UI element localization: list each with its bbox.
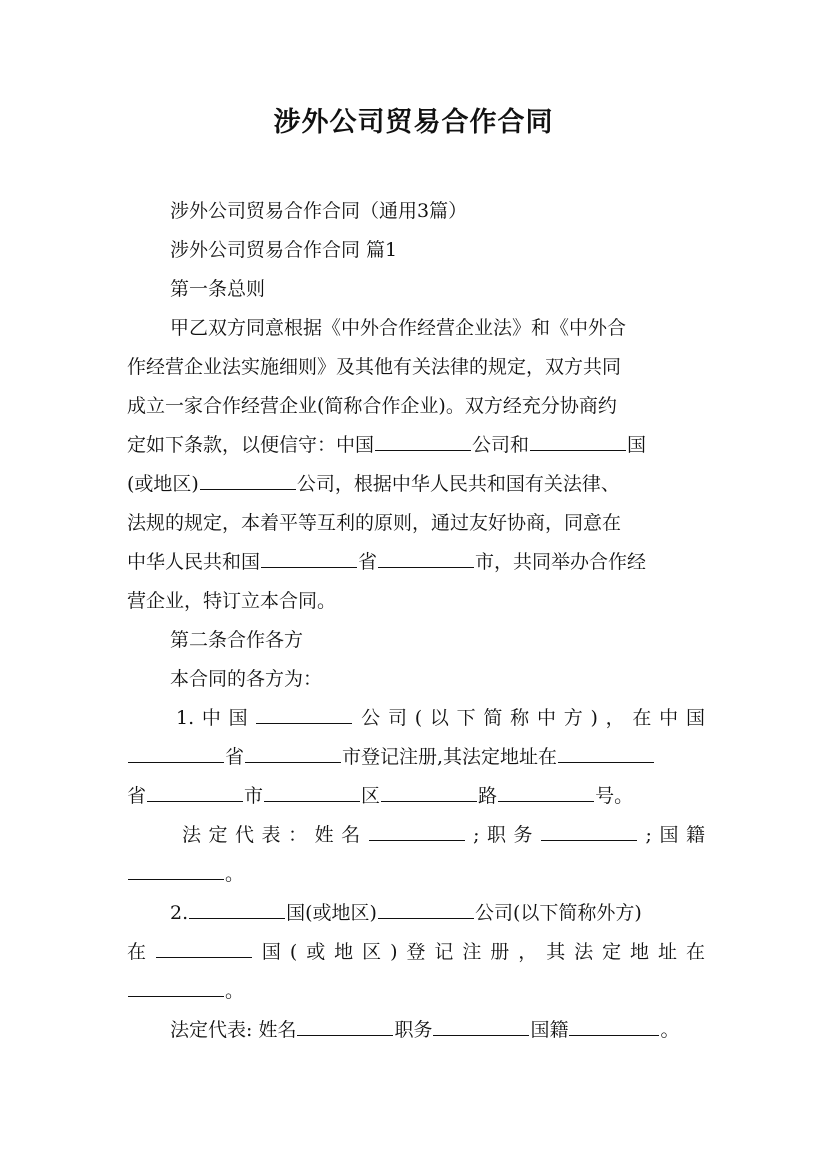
party1-token: 国 bbox=[228, 707, 248, 729]
fill-blank bbox=[378, 549, 474, 568]
para1-line4-text-a: 定如下条款，以便信守：中国 bbox=[127, 434, 375, 456]
fill-blank bbox=[541, 822, 637, 841]
party1-token: 中 bbox=[536, 707, 556, 729]
para1-line7 bbox=[127, 549, 705, 575]
party2-token: 区 bbox=[362, 941, 382, 963]
para1-line2: 作经营企业法实施细则》及其他有关法律的规定，双方共同 bbox=[127, 356, 622, 378]
party1-token: 定 bbox=[208, 824, 228, 846]
fill-blank bbox=[569, 1017, 659, 1036]
fill-blank bbox=[375, 432, 471, 451]
para1-line8: 营企业，特订立本合同。 bbox=[127, 590, 337, 612]
party2-rep-end: 。 bbox=[660, 1019, 680, 1041]
party1-token: 号。 bbox=[595, 785, 634, 807]
party1-token: ： bbox=[288, 824, 308, 846]
para1-line7-text-c: 市，共同举办合作经 bbox=[475, 551, 647, 573]
party1-token: 务 bbox=[513, 824, 533, 846]
party2-line1-text-b: 国(或地区) bbox=[286, 902, 377, 924]
para1-line5-text-a: (或地区) bbox=[127, 473, 199, 495]
party2-token: 国 bbox=[261, 941, 281, 963]
party2-line1-text-c: 公司(以下简称外方) bbox=[474, 902, 642, 924]
party2-representative bbox=[170, 1017, 705, 1043]
party1-line1 bbox=[176, 705, 705, 731]
party1-token: ; bbox=[645, 824, 652, 846]
party1-token: 方 bbox=[563, 707, 583, 729]
party1-token: ; bbox=[473, 824, 480, 846]
party2-token: 在 bbox=[685, 941, 705, 963]
party1-token: 公 bbox=[361, 707, 381, 729]
party2-token: ， bbox=[518, 941, 538, 963]
fill-blank bbox=[297, 1017, 393, 1036]
article2-heading: 第二条合作各方 bbox=[170, 629, 304, 651]
party1-token: 简 bbox=[483, 707, 503, 729]
party1-token: 法 bbox=[182, 824, 202, 846]
party1-token: ) bbox=[590, 707, 598, 729]
fill-blank bbox=[558, 744, 654, 763]
fill-blank bbox=[128, 861, 224, 880]
party2-token: 法 bbox=[574, 941, 594, 963]
party1-token: 下 bbox=[456, 707, 476, 729]
part-heading: 涉外公司贸易合作合同 篇1 bbox=[170, 239, 398, 261]
para1-line4-text-b: 公司和 bbox=[472, 434, 530, 456]
party1-token: ( bbox=[414, 707, 423, 729]
party1-token: 1. bbox=[176, 707, 195, 729]
party1-token: 称 bbox=[510, 707, 530, 729]
party1-token: 姓 bbox=[314, 824, 334, 846]
party1-token: 代 bbox=[235, 824, 255, 846]
fill-blank bbox=[433, 1017, 529, 1036]
fill-blank bbox=[156, 939, 252, 958]
article1-heading: 第一条总则 bbox=[170, 278, 266, 300]
fill-blank bbox=[381, 783, 477, 802]
party1-rep-end: 。 bbox=[225, 863, 245, 885]
party2-token: 注 bbox=[462, 941, 482, 963]
party2-token: 地 bbox=[630, 941, 650, 963]
parties-intro: 本合同的各方为： bbox=[170, 668, 323, 690]
party1-token: 籍 bbox=[685, 824, 705, 846]
party2-line1 bbox=[170, 900, 705, 926]
party2-line3-end: 。 bbox=[225, 980, 245, 1002]
para1-line4-text-c: 国 bbox=[627, 434, 647, 456]
party2-token: 册 bbox=[490, 941, 510, 963]
para1-line7-text-a: 中华人民共和国 bbox=[127, 551, 261, 573]
party1-token: ， bbox=[605, 707, 625, 729]
fill-blank bbox=[128, 978, 224, 997]
fill-blank bbox=[264, 783, 360, 802]
party1-token: 以 bbox=[429, 707, 449, 729]
fill-blank bbox=[147, 783, 243, 802]
party2-token: 其 bbox=[546, 941, 566, 963]
party1-token: 司 bbox=[387, 707, 407, 729]
para1-line7-text-b: 省 bbox=[358, 551, 378, 573]
party1-token: 在 bbox=[632, 707, 652, 729]
party2-rep-text-a: 法定代表: 姓名 bbox=[170, 1019, 297, 1041]
party2-token: 址 bbox=[658, 941, 678, 963]
party1-token: 省 bbox=[127, 785, 147, 807]
party1-token: 路 bbox=[478, 785, 498, 807]
para1-line4 bbox=[127, 432, 705, 458]
fill-blank bbox=[378, 900, 474, 919]
party2-line3 bbox=[127, 978, 705, 1004]
document-subtitle: 涉外公司贸易合作合同（通用3篇） bbox=[170, 200, 468, 222]
party1-token: 表 bbox=[261, 824, 281, 846]
fill-blank bbox=[128, 744, 224, 763]
party1-token: 名 bbox=[341, 824, 361, 846]
party1-token: 中 bbox=[659, 707, 679, 729]
party1-token: 职 bbox=[487, 824, 507, 846]
party2-token: 记 bbox=[434, 941, 454, 963]
party1-token: 市 bbox=[244, 785, 264, 807]
party2-token: ) bbox=[390, 941, 398, 963]
party1-token: 中 bbox=[201, 707, 221, 729]
party2-token: 地 bbox=[334, 941, 354, 963]
party2-line1-text-a: 2. bbox=[170, 902, 189, 924]
party2-line2 bbox=[127, 939, 705, 965]
document-title: 涉外公司贸易合作合同 bbox=[273, 107, 554, 138]
party1-representative-end bbox=[127, 861, 705, 887]
fill-blank bbox=[200, 471, 296, 490]
party1-line2 bbox=[127, 744, 705, 770]
party2-token: ( bbox=[289, 941, 298, 963]
fill-blank bbox=[369, 822, 465, 841]
party2-rep-text-c: 国籍 bbox=[530, 1019, 569, 1041]
party1-line2-text-b: 市登记注册,其法定地址在 bbox=[342, 746, 558, 768]
party1-token: 国 bbox=[685, 707, 705, 729]
party2-token: 定 bbox=[602, 941, 622, 963]
fill-blank bbox=[498, 783, 594, 802]
party1-line2-text-a: 省 bbox=[225, 746, 245, 768]
para1-line1: 甲乙双方同意根据《中外合作经营企业法》和《中外合 bbox=[170, 317, 627, 339]
party1-line3 bbox=[127, 783, 705, 809]
para1-line6: 法规的规定，本着平等互利的原则，通过友好协商，同意在 bbox=[127, 512, 622, 534]
fill-blank bbox=[245, 744, 341, 763]
fill-blank bbox=[189, 900, 285, 919]
fill-blank bbox=[530, 432, 626, 451]
party1-representative bbox=[182, 822, 705, 848]
para1-line5 bbox=[127, 471, 705, 497]
party2-token: 或 bbox=[306, 941, 326, 963]
party2-token: 登 bbox=[406, 941, 426, 963]
para1-line3: 成立一家合作经营企业(简称合作企业)。双方经充分协商约 bbox=[127, 395, 617, 417]
party2-rep-text-b: 职务 bbox=[394, 1019, 433, 1041]
para1-line5-text-b: 公司，根据中华人民共和国有关法律、 bbox=[296, 473, 620, 495]
party2-token: 在 bbox=[127, 941, 147, 963]
fill-blank bbox=[256, 705, 352, 724]
party1-token: 国 bbox=[659, 824, 679, 846]
fill-blank bbox=[261, 549, 357, 568]
party1-token: 区 bbox=[361, 785, 381, 807]
